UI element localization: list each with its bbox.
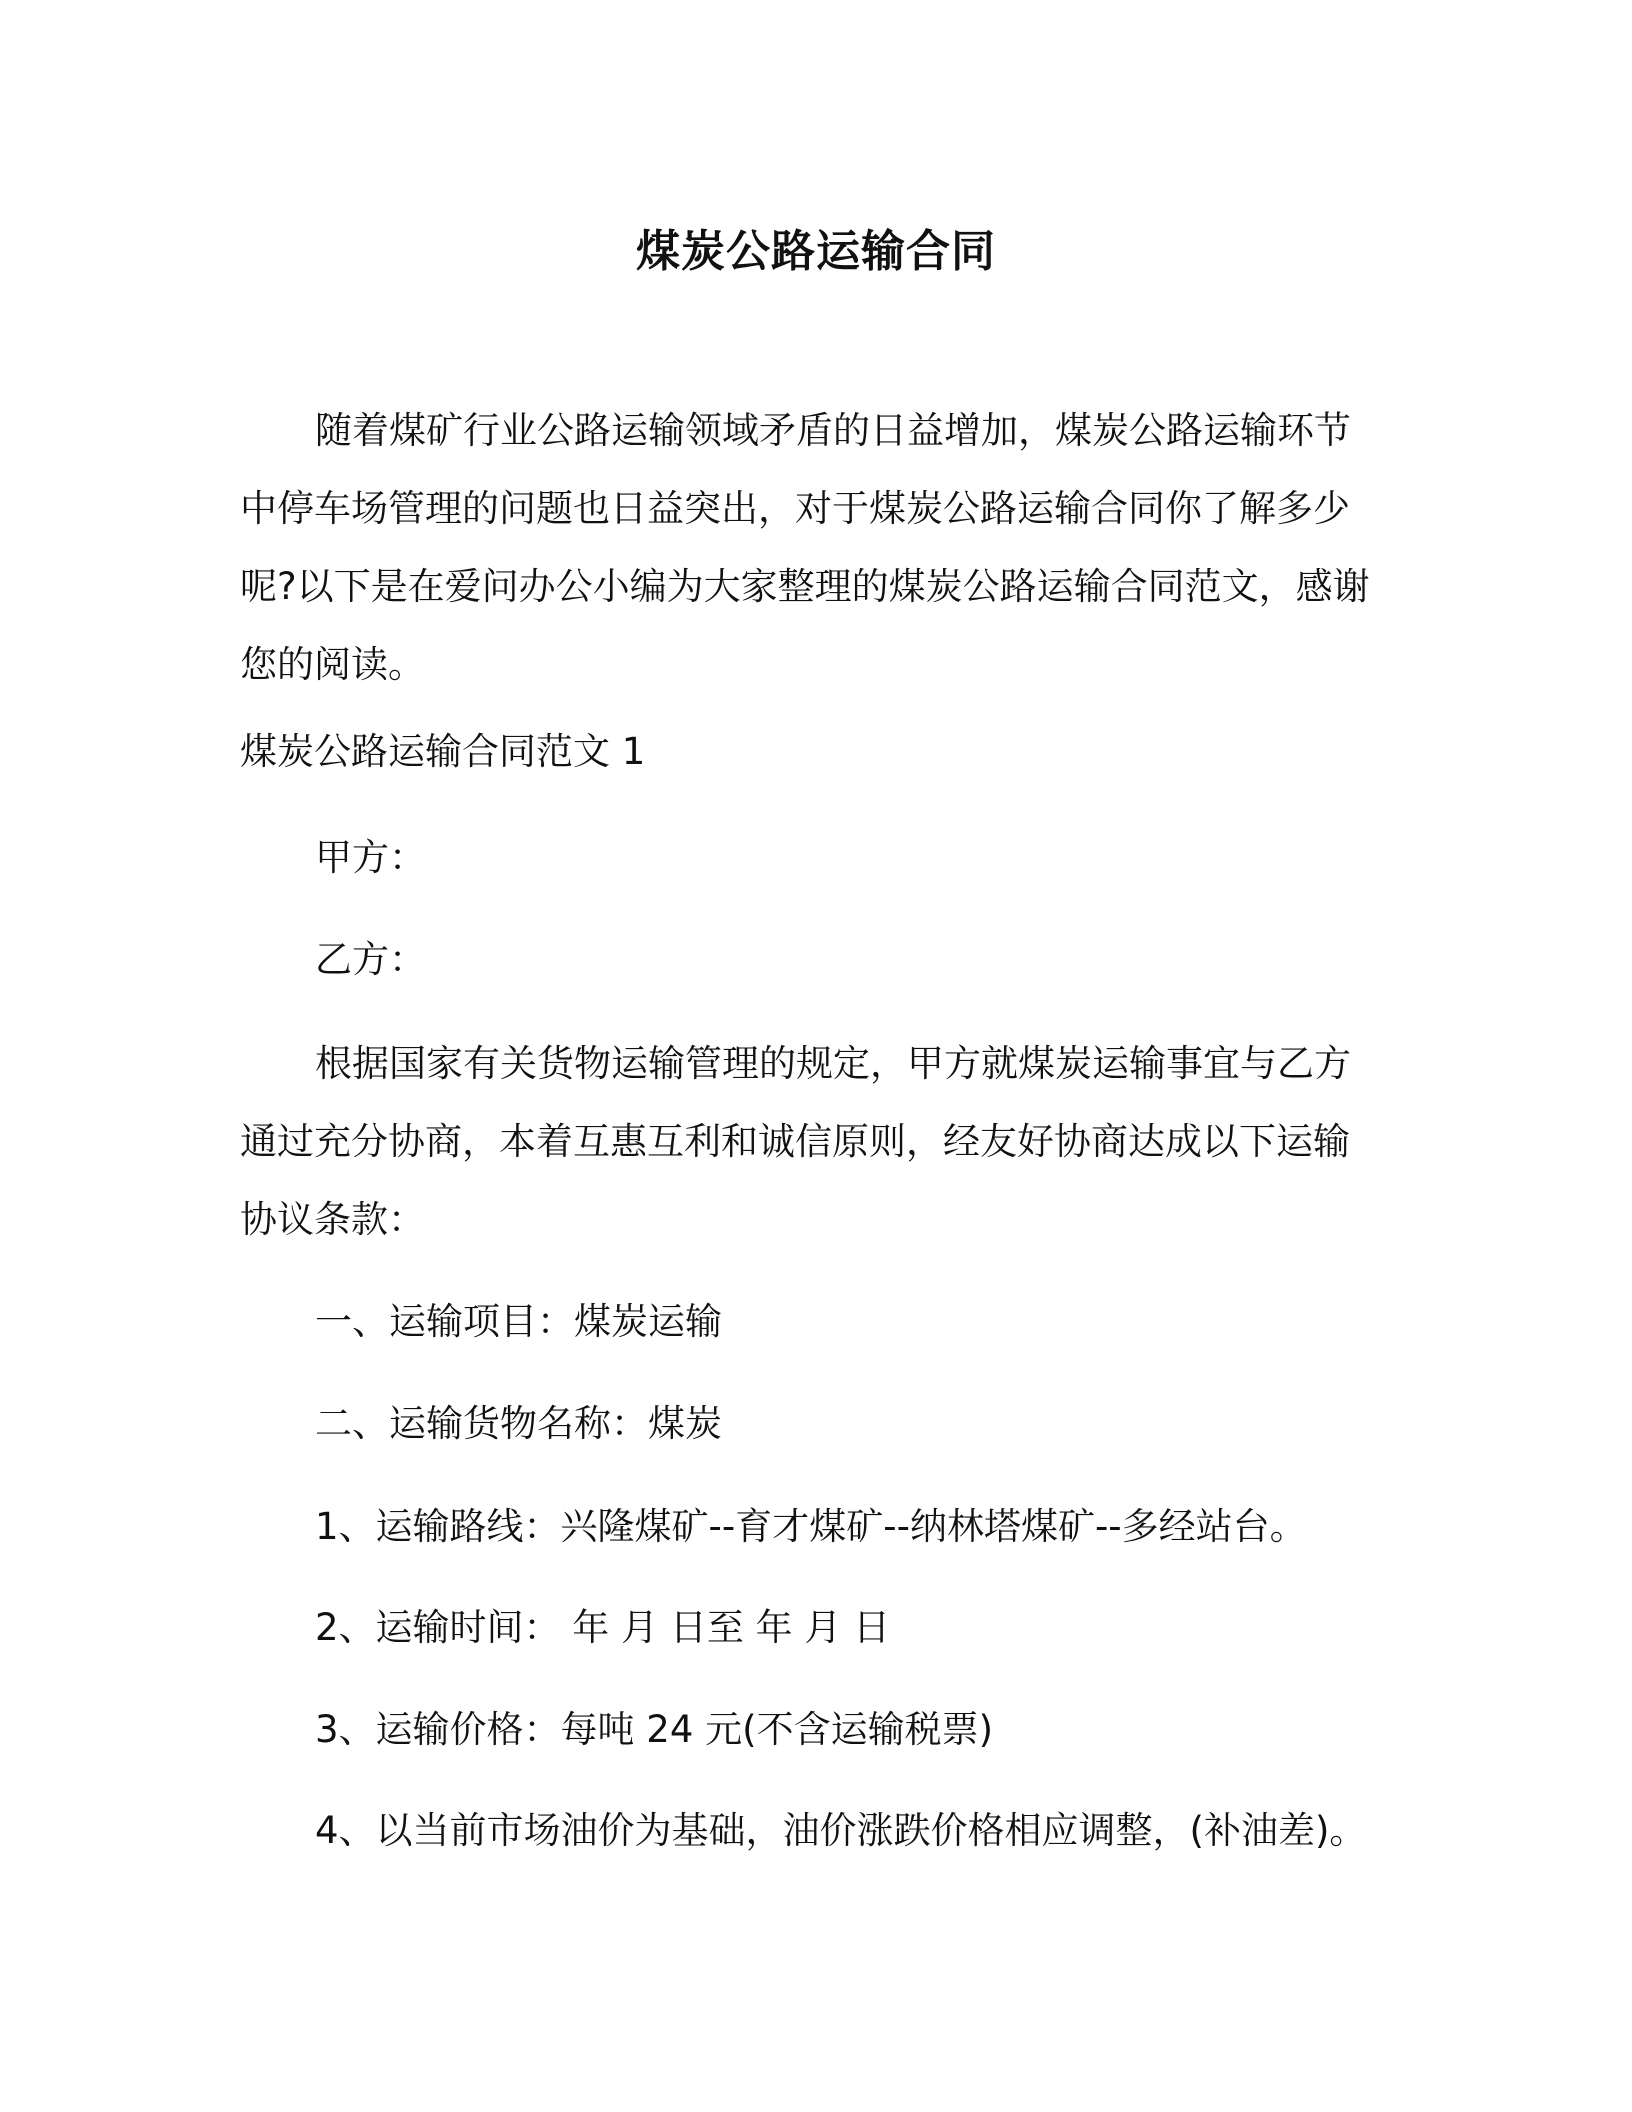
clause-2: 二、运输货物名称：煤炭 bbox=[315, 1402, 722, 1445]
preamble-paragraph: 根据国家有关货物运输管理的规定，甲方就煤炭运输事宜与乙方通过充分协商，本着互惠互利和诚信原则，经友好协商达成以下运输协议条款： bbox=[240, 1042, 1351, 1241]
intro-paragraph: 随着煤矿行业公路运输领域矛盾的日益增加，煤炭公路运输环节中停车场管理的问题也日益突出，对于煤炭公路运输合同你了解多少呢?以下是在爱问办公小编为大家整理的煤炭公路运输合同范文，感谢您的阅读。 bbox=[240, 409, 1370, 686]
item-3: 3、运输价格：每吨 24 元(不含运输税票) bbox=[315, 1708, 994, 1751]
document-title: 煤炭公路运输合同 bbox=[636, 226, 996, 277]
party-b-label: 乙方： bbox=[315, 938, 426, 981]
item-2: 2、运输时间： 年 月 日至 年 月 日 bbox=[315, 1606, 891, 1649]
item-1: 1、运输路线：兴隆煤矿--育才煤矿--纳林塔煤矿--多经站台。 bbox=[315, 1505, 1307, 1548]
item-4: 4、以当前市场油价为基础，油价涨跌价格相应调整，(补油差)。 bbox=[315, 1809, 1367, 1852]
sample-heading: 煤炭公路运输合同范文 1 bbox=[240, 730, 646, 773]
clause-1: 一、运输项目：煤炭运输 bbox=[315, 1300, 722, 1343]
party-a-label: 甲方： bbox=[315, 836, 426, 879]
